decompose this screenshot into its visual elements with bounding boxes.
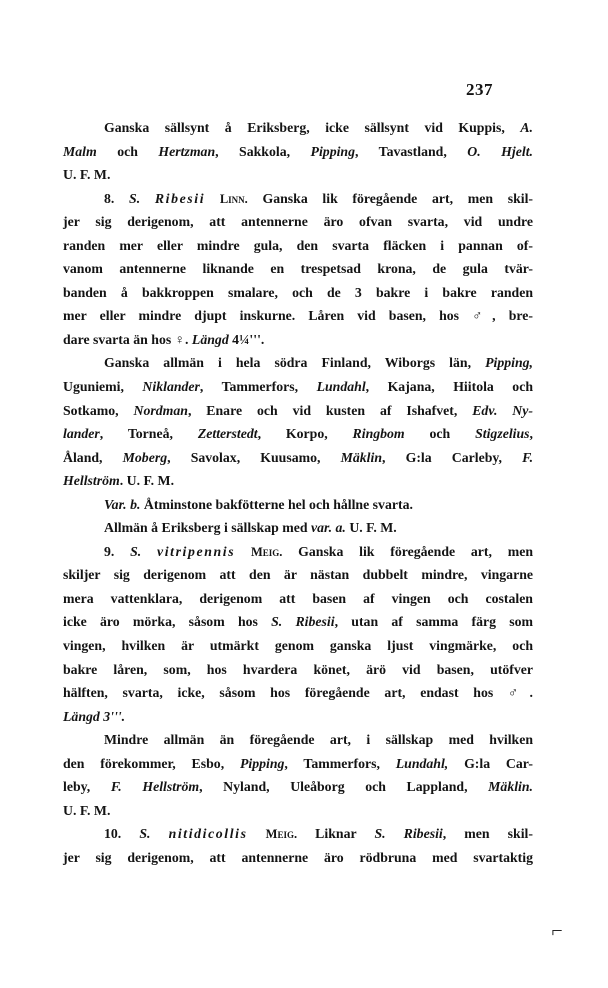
text-line: U. F. M.: [63, 802, 111, 818]
margin-mark: ⌐: [550, 920, 564, 942]
text-line: Åland, Moberg, Savolax, Kuusamo, Mäklin, G:la Carleby, F.: [63, 449, 534, 465]
text-line: banden å bakkroppen smalare, och de 3 bakre i bakre randen: [63, 284, 533, 300]
species-heading-line: 10. S. nitidicollis Meig. Liknar S. Ribesii, men skil-: [104, 826, 533, 842]
text-line: Allmän å Eriksberg i sällskap med var. a. U. F. M.: [104, 520, 397, 536]
text-line: Uguniemi, Niklander, Tammerfors, Lundahl, Kajana, Hiitola och: [63, 379, 533, 395]
species-name: Ribesii: [154, 190, 206, 206]
body-text: [63, 116, 533, 870]
author-name: Meig.: [265, 827, 298, 842]
text-line: Mindre allmän än föregående art, i sällskap med hvilken: [104, 732, 533, 748]
text-line: jer sig derigenom, att antennerne äro ofvan svarta, vid undre: [63, 214, 533, 230]
text-line: dare svarta än hos ♀. Längd 4¼'''.: [63, 331, 265, 347]
text-line: Hellström. U. F. M.: [63, 473, 175, 489]
text-line: vanom antennerne liknande en trespetsad krona, de gula tvär-: [63, 261, 533, 277]
text-line: U. F. M.: [63, 167, 111, 183]
text-line: mer eller mindre djupt inskurne. Låren vid basen, hos ♂, bre-: [63, 308, 533, 324]
text-line: jer sig derigenom, att antennerne äro rödbruna med svartaktig: [63, 849, 533, 865]
text-line: vingen, hvilken är utmärkt genom ganska ljust vingmärke, och: [63, 638, 533, 654]
text-line: Ganska sällsynt å Eriksberg, icke sällsynt vid Kuppis, A.: [104, 120, 533, 135]
text-line: skiljer sig derigenom att den är nästan dubbelt mindre, vingarne: [63, 567, 533, 583]
text-line: Sotkamo, Nordman, Enare och vid kusten af Ishafvet, Edv. Ny-: [63, 402, 533, 418]
text-line: Malm och Hertzman, Sakkola, Pipping, Tavastland, O. Hjelt.: [63, 143, 533, 159]
text-line: randen mer eller mindre gula, den svarta fläcken i pannan of-: [63, 237, 533, 253]
species-name: nitidicollis: [168, 826, 248, 842]
species-name: vitripennis: [157, 543, 236, 559]
text-line: bakre låren, som, hos hvardera könet, ärö vid basen, utöfver: [63, 661, 533, 677]
text-line: icke äro mörka, såsom hos S. Ribesii, utan af samma färg som: [63, 614, 533, 630]
author-name: Meig.: [250, 544, 283, 559]
text-line: leby, F. Hellström, Nyland, Uleåborg och Lappland, Mäklin.: [63, 779, 534, 795]
text-line: den förekommer, Esbo, Pipping, Tammerfors, Lundahl, G:la Car-: [63, 755, 533, 771]
author-name: Linn.: [219, 191, 248, 206]
text-line: hälften, svarta, icke, såsom hos föregående art, endast hos ♂.: [63, 685, 533, 701]
text-line: Ganska allmän i hela södra Finland, Wiborgs län, Pipping,: [104, 355, 533, 371]
page-number: 237: [466, 80, 493, 99]
species-heading-line: 8. S. Ribesii Linn. Ganska lik föregående art, men skil-: [104, 190, 534, 206]
species-heading-line: 9. S. vitripennis Meig. Ganska lik föregående art, men: [104, 543, 533, 559]
text-line: Längd 3'''.: [63, 708, 126, 724]
text-line: mera vattenklara, derigenom att basen af vingen och costalen: [63, 590, 533, 606]
text-line: lander, Torneå, Zetterstedt, Korpo, Ringbom och Stigzelius,: [63, 426, 533, 442]
text-line: Var. b. Åtminstone bakfötterne hel och hållne svarta.: [104, 496, 413, 512]
